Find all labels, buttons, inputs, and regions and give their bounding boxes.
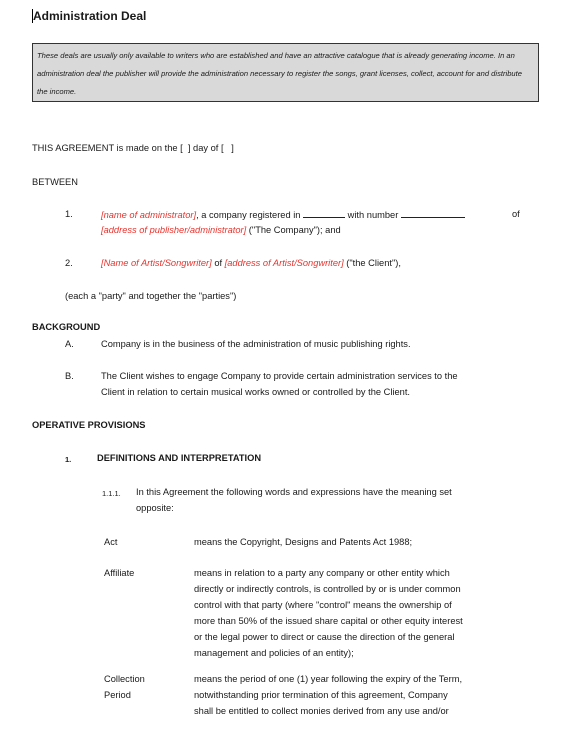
- clause-line-2: opposite:: [136, 503, 174, 513]
- definition-affiliate-line-6: management and policies of an entity);: [194, 648, 354, 658]
- between-heading: BETWEEN: [32, 177, 78, 187]
- artist-name-placeholder: [Name of Artist/Songwriter]: [101, 258, 212, 268]
- party-2-of: of: [211, 258, 225, 268]
- background-heading: BACKGROUND: [32, 322, 101, 332]
- definition-collection-line-1: means the period of one (1) year following the expiry of the Term,: [194, 674, 463, 684]
- section-1-title: DEFINITIONS AND INTERPRETATION: [97, 453, 262, 463]
- country-blank: [303, 209, 345, 218]
- definition-affiliate-line-2: directly or indirectly controls, is controlled by or is under common: [194, 584, 461, 594]
- party-1-text: , a company registered in: [196, 210, 301, 220]
- administrator-address-placeholder: [address of publisher/administrator]: [101, 225, 247, 235]
- party-2-line: [101, 258, 401, 268]
- section-1-number: 1.: [65, 455, 72, 464]
- document-title: Administration Deal: [33, 9, 147, 23]
- party-1-company-definition: ("The Company"); and: [246, 225, 341, 235]
- agreement-end: ]: [231, 143, 234, 153]
- party-2-number: 2.: [65, 258, 73, 268]
- note-box: These deals are usually only available to writers who are established and have an attractive catalogue that is already generating income. In an administration deal the publisher will provide the administration necessary to register the songs, grant licenses, collect, account for and distribute the income.: [32, 43, 539, 102]
- party-2-client-definition: ("the Client"),: [343, 258, 401, 268]
- definition-affiliate-line-3: control with that party (where "control" means the ownership of: [194, 600, 452, 610]
- definition-term-collection: Collection: [104, 674, 145, 684]
- administrator-name-placeholder: [name of administrator]: [101, 210, 197, 220]
- artist-address-placeholder: [address of Artist/Songwriter]: [224, 258, 344, 268]
- party-1-line-1: [101, 209, 465, 220]
- background-item-b-letter: B.: [65, 371, 74, 381]
- background-item-a-text: Company is in the business of the administration of music publishing rights.: [101, 339, 411, 349]
- background-item-b-line-2: Client in relation to certain musical works owned or controlled by the Client.: [101, 387, 411, 397]
- definition-affiliate-line-5: or the legal power to direct or cause the direction of the general: [194, 632, 455, 642]
- agreement-prefix: THIS AGREEMENT is made on the [: [32, 143, 183, 153]
- background-item-a-letter: A.: [65, 339, 74, 349]
- background-item-b-line-1: The Client wishes to engage Company to provide certain administration services to the: [101, 371, 458, 381]
- each-party-note: (each a "party" and together the "parties"): [65, 291, 237, 301]
- definition-affiliate-line-4: more than 50% of the issued share capital or other equity interest: [194, 616, 463, 626]
- party-1-number: 1.: [65, 209, 73, 219]
- definition-collection-line-2: notwithstanding prior termination of this agreement, Company: [194, 690, 448, 700]
- party-1-of: of: [512, 209, 520, 219]
- definition-term-period: Period: [104, 690, 131, 700]
- definition-act-line-1: means the Copyright, Designs and Patents Act 1988;: [194, 537, 413, 547]
- clause-line-1: In this Agreement the following words and expressions have the meaning set: [136, 487, 452, 497]
- definition-affiliate-line-1: means in relation to a party any company or other entity which: [194, 568, 450, 578]
- party-1-line-2: [101, 225, 341, 235]
- agreement-line: [32, 143, 234, 153]
- clause-number: 1.1.1.: [102, 489, 121, 498]
- party-1-number-label: with number: [347, 210, 399, 220]
- company-number-blank: [401, 209, 465, 218]
- definition-collection-line-3: shall be entitled to collect monies derived from any use and/or: [194, 706, 449, 716]
- operative-heading: OPERATIVE PROVISIONS: [32, 420, 146, 430]
- agreement-mid: ] day of [: [187, 143, 224, 153]
- definition-term-affiliate: Affiliate: [104, 568, 135, 578]
- definition-term-act: Act: [104, 537, 118, 547]
